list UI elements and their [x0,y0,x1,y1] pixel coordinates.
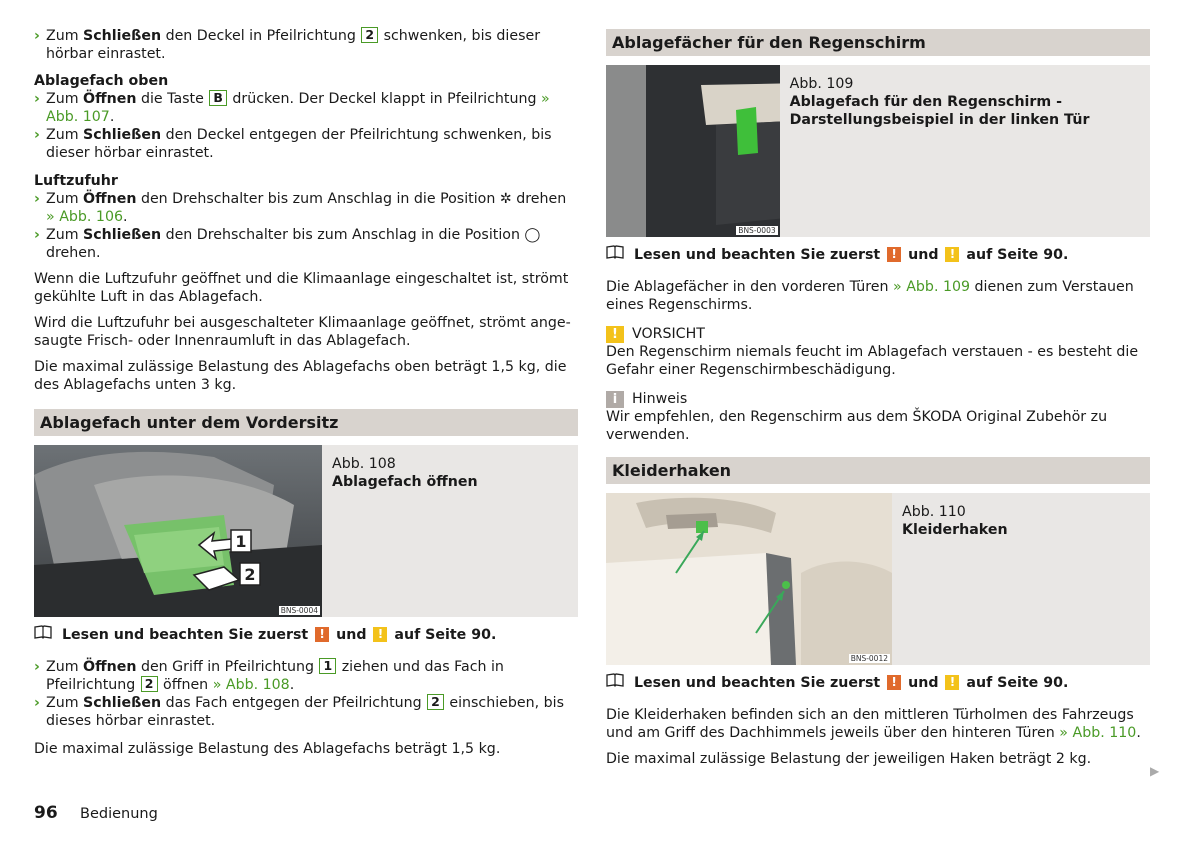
bullet-close-air: › Zum Schließen den Drehschalter bis zum Anschlag in die Position ◯ drehen. [34,227,541,261]
next-page-arrow-icon[interactable]: ▶ [1150,764,1160,778]
warning-red-icon: ! [887,247,901,262]
figure-title: Ablagefach für den Regenschirm - Darstellungsbeispiel in der linken Tür [789,94,1090,128]
warning-red-icon: ! [887,675,901,690]
para-luft-fresh: Wird die Luftzufuhr bei ausgeschalteter Klimaanlage geöffnet, strömt angesaugte Frisch- oder Innenraumluft in das Ablagefach. [34,315,571,349]
book-icon [34,625,52,644]
figure-108-image [34,445,322,617]
figure-109-caption [780,65,1150,237]
figure-109 [606,65,1150,237]
key-2: 2 [361,27,378,43]
section-regenschirm: Ablagefächer für den Regenschirm [606,29,1150,56]
info-icon: i [606,391,624,408]
right-column [606,0,1150,768]
link-abb-109[interactable]: » Abb. 109 [893,279,971,295]
para-belastung-sitz: Die maximal zulässige Belastung des Ablagefachs beträgt 1,5 kg. [34,741,501,757]
bullet-close-fach: › Zum Schließen das Fach entgegen der Pfeilrichtung 2 einschieben, bis dieses hörbar einrastet. [34,694,564,729]
subhead-ablagefach-oben: Ablagefach oben [34,73,169,89]
link-abb-110[interactable]: » Abb. 110 [1059,725,1137,741]
figure-title: Kleiderhaken [902,522,1008,538]
figure-code: BNS-0004 [280,606,318,615]
left-column [34,0,578,758]
warning-yellow-icon: ! [945,247,959,262]
read-first-note: Lesen und beachten Sie zuerst ! und ! auf Seite 90. [606,673,1150,692]
bullet-close-oben: › Zum Schließen den Deckel entgegen der Pfeilrichtung schwenken, bis dieser hörbar einrastet. [34,127,552,161]
callout-1: 1 [235,532,247,551]
read-first-note: Lesen und beachten Sie zuerst ! und ! auf Seite 90. [606,245,1150,264]
para-belastung-haken: Die maximal zulässige Belastung der jeweiligen Haken beträgt 2 kg. [606,751,1092,767]
bullet-open-griff: › Zum Öffnen den Griff in Pfeilrichtung 1 ziehen und das Fach in Pfeilrichtung 2 öffnen » Abb. 108. [34,658,504,693]
bullet-open-b: › Zum Öffnen die Taste B drücken. Der Deckel klappt in Pfeilrichtung » Abb. 107. [34,90,550,125]
section-kleiderhaken: Kleiderhaken [606,457,1150,484]
read-first-note: Lesen und beachten Sie zuerst ! und ! auf Seite 90. [34,625,578,644]
callout-2: 2 [244,565,256,584]
para-belastung-oben: Die maximal zulässige Belastung des Ablagefachs oben beträgt 1,5 kg, die des Ablagefachs unten 3 kg. [34,359,567,393]
book-icon [606,673,624,692]
key-b: B [209,90,227,106]
subhead-luftzufuhr: Luftzufuhr [34,173,118,189]
vorsicht-heading: ! VORSICHT [606,325,1150,343]
figure-title: Ablagefach öffnen [332,474,478,490]
figure-code: BNS-0012 [850,654,888,663]
figure-109-image [606,65,780,237]
page-number: 96 [34,803,58,823]
link-abb-108[interactable]: » Abb. 108 [212,677,290,693]
para-regenschirm: Die Ablagefächer in den vorderen Türen » Abb. 109 dienen zum Verstauen eines Regenschirms. [606,279,1134,313]
bullet-close-lid: › Zum Schließen den Deckel in Pfeilrichtung 2 schwenken, bis dieser hörbar einrastet. [34,27,541,62]
warning-red-icon: ! [315,627,329,642]
figure-number: Abb. 109 [789,76,854,92]
bullet-open-air: › Zum Öffnen den Drehschalter bis zum Anschlag in die Position ✲ drehen » Abb. 106. [34,191,567,225]
hinweis-heading: i Hinweis [606,390,1150,408]
figure-number: Abb. 108 [332,456,396,472]
link-abb-107[interactable]: » Abb. 107 [46,91,550,125]
warning-yellow-icon: ! [373,627,387,642]
figure-number: Abb. 110 [902,504,966,520]
warning-yellow-icon: ! [945,675,959,690]
figure-110 [606,493,1150,665]
section-vordersitz: Ablagefach unter dem Vordersitz [34,409,578,436]
figure-110-caption [892,493,1018,665]
hinweis-text: Wir empfehlen, den Regenschirm aus dem ŠKODA Original Zubehör zu verwenden. [606,409,1108,443]
book-icon [606,245,624,264]
link-abb-106[interactable]: » Abb. 106 [46,209,124,225]
figure-code: BNS-0003 [738,226,776,235]
vorsicht-text: Den Regenschirm niemals feucht im Ablagefach verstauen - es besteht die Gefahr einer Regenschirmbeschädigung. [606,344,1139,378]
para-luft-cool: Wenn die Luftzufuhr geöffnet und die Klimaanlage eingeschaltet ist, strömt gekühlte Luft in das Ablagefach. [34,271,569,305]
footer-section: Bedienung [80,806,158,822]
figure-108 [34,445,578,617]
para-kleiderhaken: Die Kleiderhaken befinden sich an den mittleren Türholmen des Fahrzeugs und am Griff des Dachhimmels jeweils über den hinteren Türen » Abb. 110. [606,707,1141,741]
caution-icon: ! [606,326,624,343]
figure-110-image [606,493,892,665]
figure-108-caption [322,445,488,617]
